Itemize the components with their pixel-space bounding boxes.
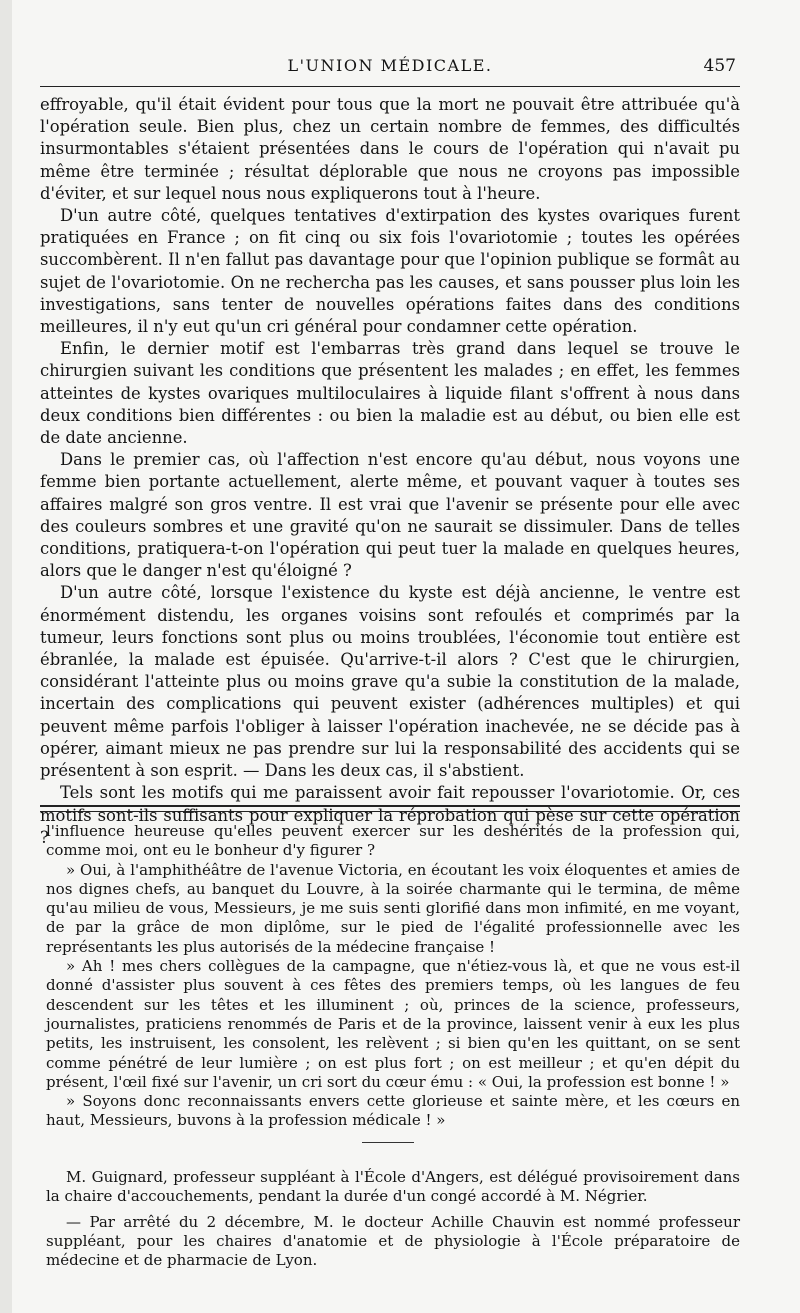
header-rule [40,86,740,87]
news-item-2: — Par arrêté du 2 décembre, M. le docteur Achille Chauvin est nommé professeur suppléant, pour les chaires d'anatomie et de physiologie à l'École préparatoire de médecine et de pharmacie de Lyon. [46,1212,740,1270]
feuilleton-paragraph-4: » Soyons donc reconnaissants envers cette glorieuse et sainte mère, et les cœurs en haut, Messieurs, buvons à la profession médicale ! » [46,1092,740,1130]
feuilleton-paragraph-2: » Oui, à l'amphithéâtre de l'avenue Victoria, en écoutant les voix éloquentes et amies de nos dignes chefs, au banquet du Louvre, à la soirée charmante qui le termina, de même qu'au milieu de vous, Messieurs, je me suis senti glorifié dans mon infimité, en me voyant, de par la grâce de mon diplôme, sur le pied de l'égalité professionnelle avec les représentants les plus autorisés de la médecine française ! [46,860,740,956]
main-article [40,94,740,849]
feuilleton-separator [40,805,740,812]
page-number: 457 [703,56,736,76]
article-paragraph-5: D'un autre côté, lorsque l'existence du kyste est déjà ancienne, le ventre est énormément distendu, les organes voisins sont refoulés et comprimés par la tumeur, leurs fonctions sont plus ou moins troublées, l'économie tout entière est ébranlée, la malade est épuisée. Qu'arrive-t-il alors ? C'est que le chirurgien, considérant l'atteinte plus ou moins grave qu'a subie la constitution de la malade, incertain des complications qui peuvent exister (adhérences multiples) et qui peuvent même parfois l'obliger à laisser l'opération inachevée, ne se décide pas à opérer, aimant mieux ne pas prendre sur lui la responsabilité des accidents qui se présentent à son esprit. — Dans les deux cas, il s'abstient. [40,583,740,781]
article-paragraph-3: Enfin, le dernier motif est l'embarras très grand dans lequel se trouve le chirurgien suivant les conditions que présentent les malades ; en effet, les femmes atteintes de kystes ovariques multiloculaires à liquide filant s'offrent à nous dans deux conditions bien différentes : ou bien la maladie est au début, ou bien elle est de date ancienne. [40,339,740,448]
news-section [46,1168,740,1276]
news-item-1: M. Guignard, professeur suppléant à l'École d'Angers, est délégué provisoirement dans la chaire d'accouchements, pendant la durée d'un congé accordé à M. Négrier. [46,1168,740,1206]
feuilleton-section [46,822,740,1131]
article-paragraph-4: Dans le premier cas, où l'affection n'est encore qu'au début, nous voyons une femme bien portante actuellement, alerte même, et pouvant vaquer à toutes ses affaires malgré son gros ventre. Il est vrai que l'avenir se présente pour elle avec des couleurs sombres et une gravité qu'on ne saurait se dissimuler. Dans de telles conditions, pratiquera-t-on l'opération qui peut tuer la malade en quelques heures, alors que le danger n'est qu'éloigné ? [40,450,740,581]
running-title: L'UNION MÉDICALE. [287,56,493,75]
feuilleton-paragraph-1: l'influence heureuse qu'elles peuvent exercer sur les deshérités de la profession qui, comme moi, ont eu le bonheur d'y figurer ? [46,822,740,860]
page-header [42,56,738,82]
feuilleton-paragraph-3: » Ah ! mes chers collègues de la campagne, que n'étiez-vous là, et que ne vous est-il donné d'assister plus souvent à ces fêtes des premiers temps, où les langues de feu descendent sur les têtes et les illuminent ; où, princes de la science, professeurs, journalistes, praticiens renommés de Paris et de la province, laissent venir à eux les plus petits, les instruisent, les consolent, les relèvent ; si bien qu'en les quittant, on se sent comme pénétré de leur lumière ; on est plus fort ; on est meilleur ; et qu'en dépit du présent, l'œil fixé sur l'avenir, un cri sort du cœur ému : « Oui, la profession est bonne ! » [46,957,740,1091]
article-paragraph-1: effroyable, qu'il était évident pour tous que la mort ne pouvait être attribuée qu'à l'opération seule. Bien plus, chez un certain nombre de femmes, des difficultés insurmontables s'étaient présentées dans le cours de l'opération qui n'avait pu même être terminée ; résultat déplorable que nous ne croyons pas impossible d'éviter, et sur lequel nous nous expliquerons tout à l'heure. [40,95,740,203]
article-paragraph-6: Tels sont les motifs qui me paraissent avoir fait repousser l'ovariotomie. Or, ces motifs sont-ils suffisants pour expliquer la réprobation qui pèse sur cette opération ? [40,783,740,847]
article-paragraph-2: D'un autre côté, quelques tentatives d'extirpation des kystes ovariques furent pratiquées en France ; on fit cinq ou six fois l'ovariotomie ; toutes les opérées succombèrent. Il n'en fallut pas davantage pour que l'opinion publique se formât au sujet de l'ovariotomie. On ne rechercha pas les causes, et sans pousser plus loin les investigations, sans tenter de nouvelles opérations faites dans des conditions meilleures, il n'y eut qu'un cri général pour condamner cette opération. [40,206,740,337]
news-separator [362,1142,414,1143]
